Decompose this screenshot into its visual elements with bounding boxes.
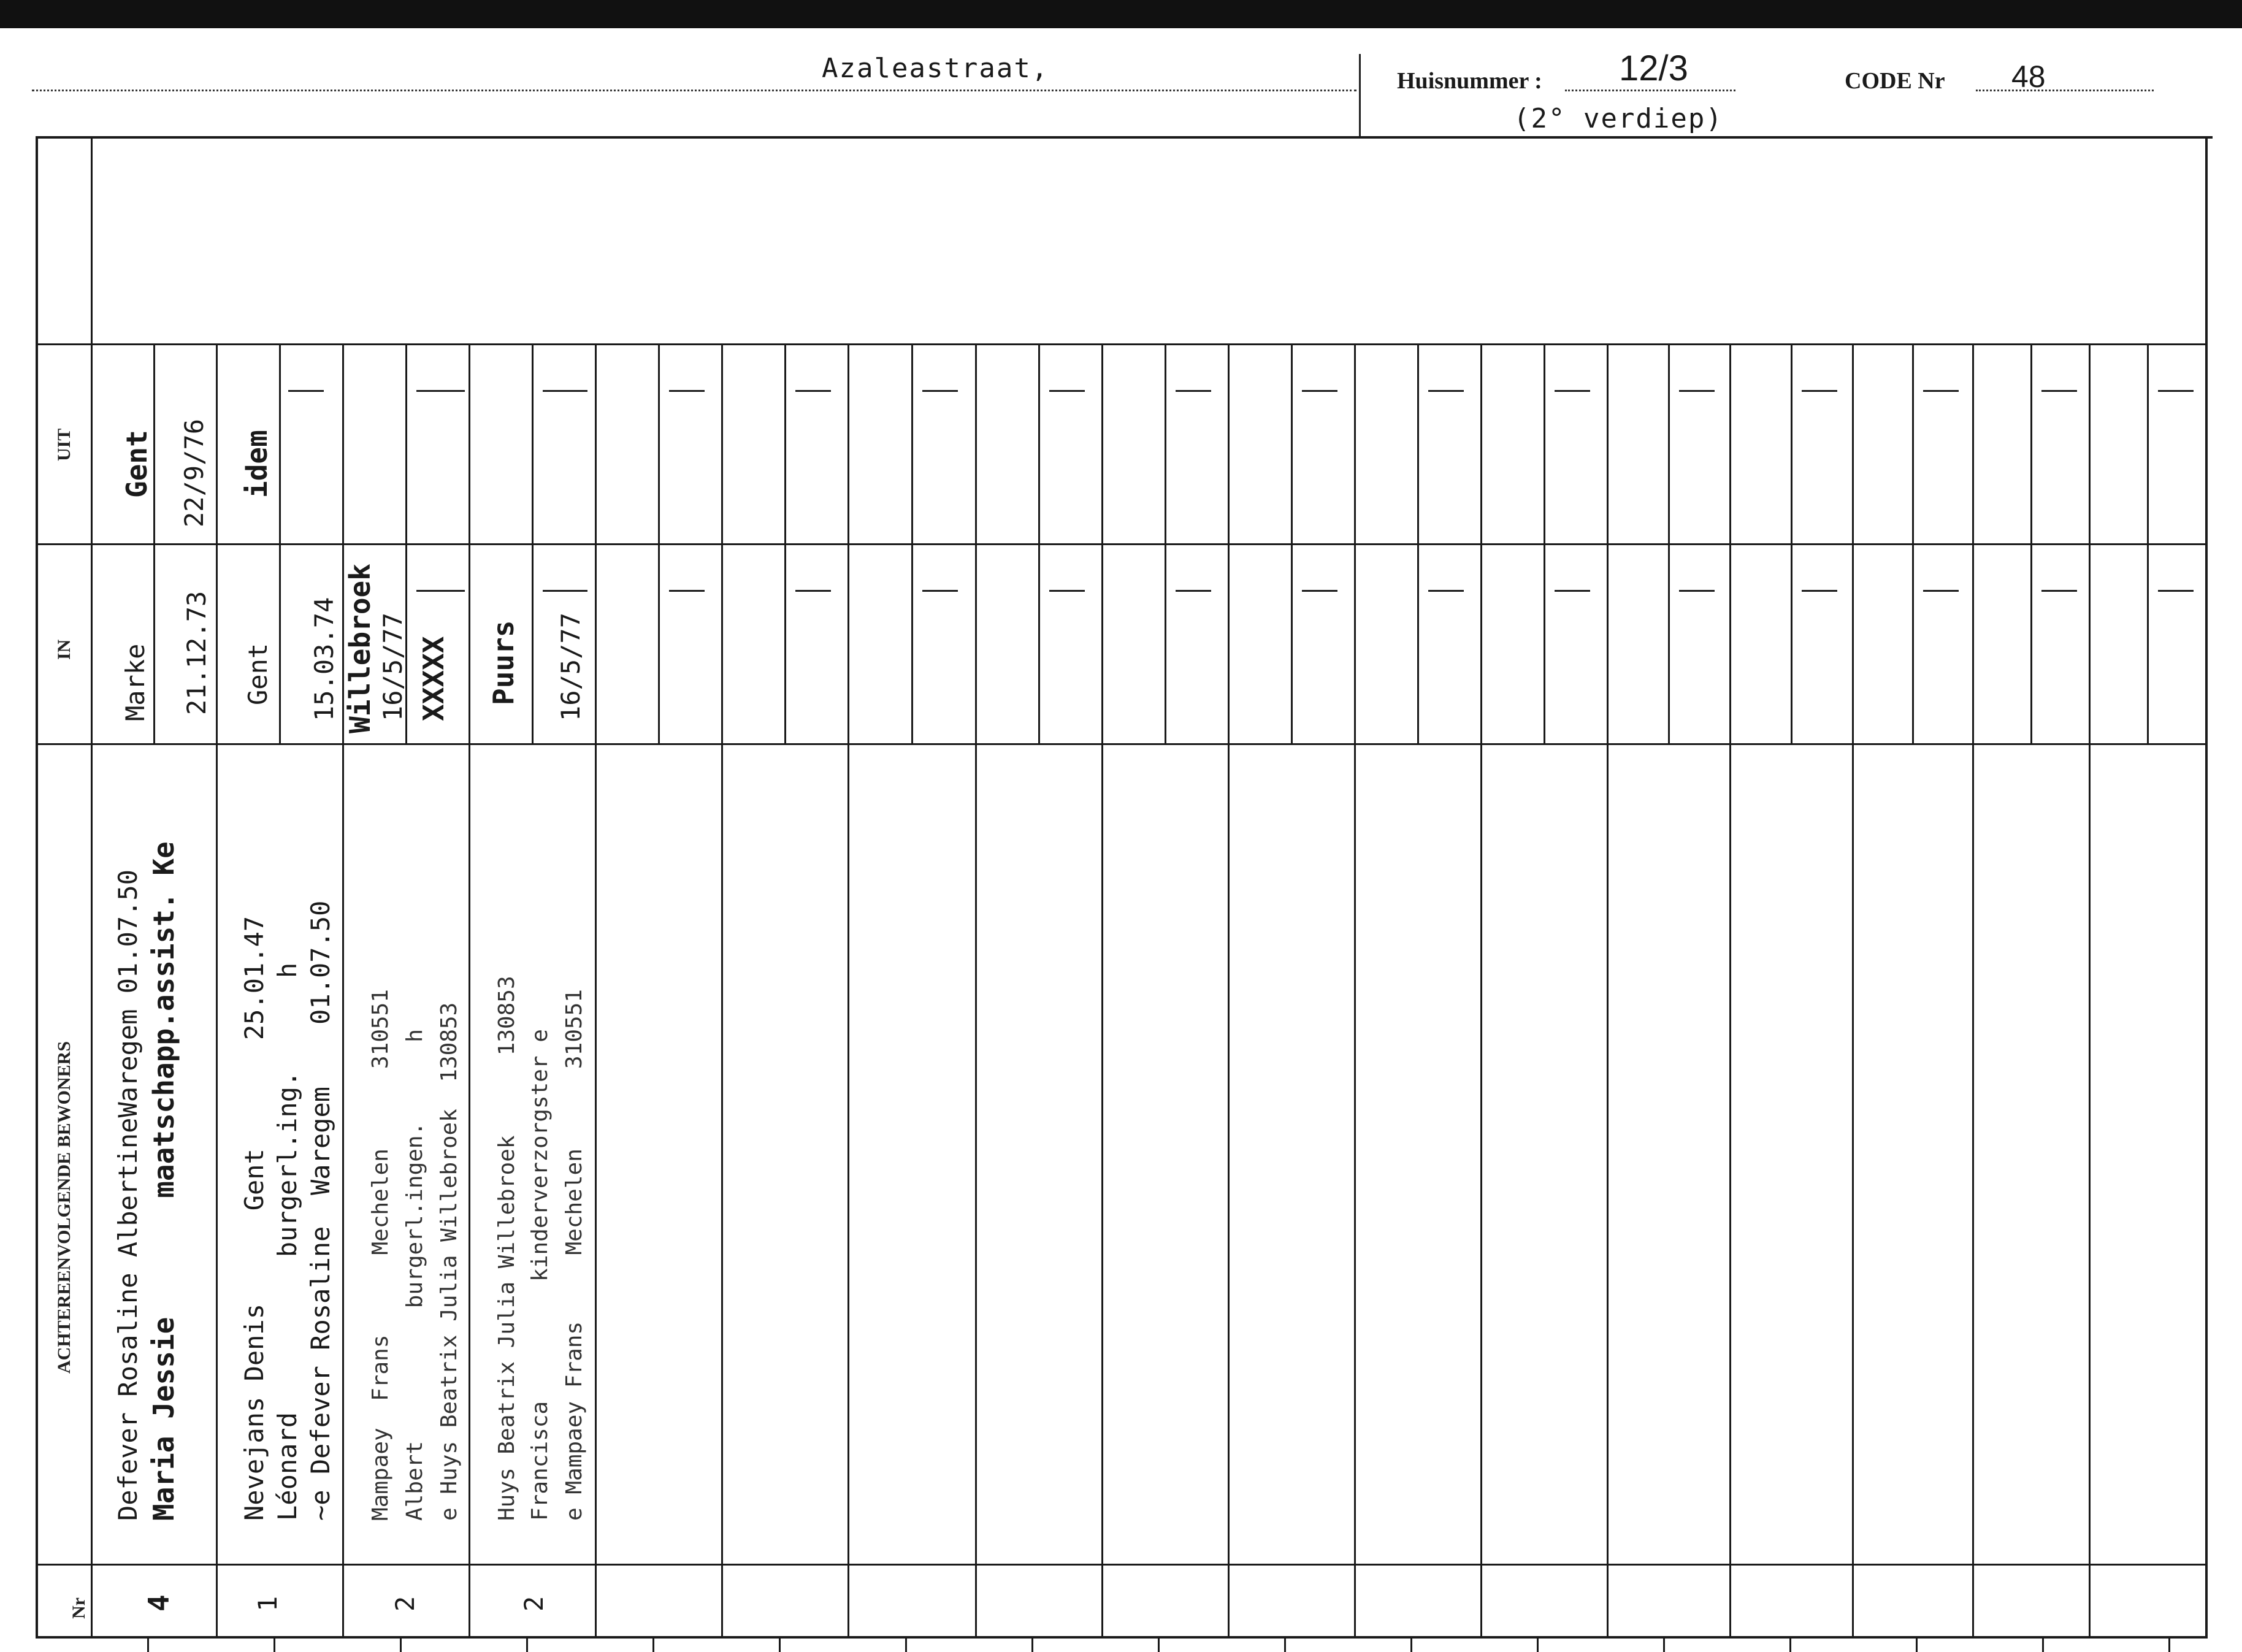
column-line-2 bbox=[342, 343, 344, 1636]
sub-column-line-5 bbox=[658, 343, 660, 743]
empty-cell-dash bbox=[2158, 390, 2194, 392]
sub-column-line-12 bbox=[1544, 343, 1545, 743]
house-number-label: Huisnummer : bbox=[1397, 68, 1542, 94]
code-value: 48 bbox=[2011, 59, 2046, 94]
sub-column-line-4 bbox=[532, 343, 534, 743]
uit-label: UIT bbox=[54, 428, 74, 461]
column-line-13 bbox=[1729, 343, 1731, 1636]
empty-cell-dash bbox=[1923, 390, 1959, 392]
empty-cell-dash bbox=[1428, 590, 1464, 592]
bottom-tick bbox=[2168, 1639, 2170, 1652]
bottom-tick bbox=[147, 1639, 149, 1652]
frame-right bbox=[2205, 136, 2208, 1639]
empty-cell-dash bbox=[288, 390, 324, 392]
column-line-9 bbox=[1228, 343, 1230, 1636]
empty-cell-dash bbox=[1049, 390, 1085, 392]
empty-cell-dash bbox=[2041, 390, 2077, 392]
header-divider bbox=[1359, 54, 1361, 137]
street-dotted-line bbox=[32, 90, 1356, 91]
column-line-10 bbox=[1354, 343, 1356, 1636]
empty-cell-dash bbox=[552, 590, 587, 592]
empty-cell-dash bbox=[429, 390, 465, 392]
empty-cell-dash bbox=[1555, 590, 1590, 592]
column-line-11 bbox=[1480, 343, 1482, 1636]
empty-cell-dash bbox=[1428, 390, 1464, 392]
empty-cell-dash bbox=[2041, 590, 2077, 592]
column-line-4 bbox=[595, 343, 597, 1636]
bottom-tick bbox=[274, 1639, 275, 1652]
house-number-value: 12/3 bbox=[1619, 48, 1688, 88]
label-column-divider bbox=[91, 139, 93, 1636]
empty-cell-dash bbox=[1049, 590, 1085, 592]
sub-column-line-13 bbox=[1668, 343, 1670, 743]
house-number-dotted-line bbox=[1565, 90, 1735, 91]
column-line-3 bbox=[469, 343, 470, 1636]
empty-cell-dash bbox=[1802, 390, 1837, 392]
empty-cell-dash bbox=[669, 390, 705, 392]
sub-column-line-10 bbox=[1291, 343, 1293, 743]
frame-bottom bbox=[36, 1636, 2208, 1639]
sub-column-line-2 bbox=[279, 343, 281, 743]
bottom-tick bbox=[1031, 1639, 1033, 1652]
band-divider-nr bbox=[38, 1564, 2205, 1566]
column-line-6 bbox=[847, 343, 849, 1636]
band-divider-uit bbox=[38, 343, 2205, 345]
bottom-tick bbox=[652, 1639, 654, 1652]
empty-cell-dash bbox=[1555, 390, 1590, 392]
sub-column-line-8 bbox=[1038, 343, 1040, 743]
empty-cell-dash bbox=[429, 590, 465, 592]
band-divider-residents bbox=[38, 743, 2205, 745]
column-line-7 bbox=[975, 343, 977, 1636]
bottom-tick bbox=[905, 1639, 907, 1652]
bottom-tick bbox=[1663, 1639, 1665, 1652]
empty-cell-dash bbox=[1679, 590, 1715, 592]
frame-left bbox=[36, 136, 38, 1639]
bottom-tick bbox=[2042, 1639, 2044, 1652]
scan-top-edge bbox=[0, 0, 2242, 28]
in-label: IN bbox=[54, 639, 74, 660]
sub-column-line-9 bbox=[1165, 343, 1166, 743]
column-line-8 bbox=[1101, 343, 1103, 1636]
bottom-tick bbox=[1158, 1639, 1160, 1652]
sub-column-line-17 bbox=[2147, 343, 2149, 743]
sub-column-line-14 bbox=[1791, 343, 1792, 743]
empty-cell-dash bbox=[1923, 590, 1959, 592]
bottom-tick bbox=[1537, 1639, 1539, 1652]
empty-cell-dash bbox=[795, 390, 831, 392]
column-line-1 bbox=[216, 343, 218, 1636]
empty-cell-dash bbox=[922, 390, 958, 392]
empty-cell-dash bbox=[669, 590, 705, 592]
empty-cell-dash bbox=[552, 390, 587, 392]
code-dotted-line bbox=[1976, 90, 2154, 91]
nr-label: Nr bbox=[69, 1597, 89, 1619]
empty-cell-dash bbox=[1176, 390, 1211, 392]
frame-top bbox=[36, 136, 2213, 139]
bottom-tick bbox=[1916, 1639, 1918, 1652]
bottom-tick bbox=[1284, 1639, 1286, 1652]
sub-column-line-11 bbox=[1417, 343, 1419, 743]
bottom-tick bbox=[1789, 1639, 1791, 1652]
bottom-tick bbox=[1410, 1639, 1412, 1652]
column-line-16 bbox=[2089, 343, 2091, 1636]
column-line-15 bbox=[1972, 343, 1974, 1636]
empty-cell-dash bbox=[2158, 590, 2194, 592]
empty-cell-dash bbox=[1176, 590, 1211, 592]
band-divider-in bbox=[38, 543, 2205, 545]
floor-note: (2° verdiep) bbox=[1513, 103, 1723, 134]
empty-cell-dash bbox=[795, 590, 831, 592]
sub-column-line-6 bbox=[784, 343, 786, 743]
empty-cell-dash bbox=[1302, 390, 1337, 392]
empty-cell-dash bbox=[1679, 390, 1715, 392]
residents-label: ACHTEREENVOLGENDE BEWONERS bbox=[54, 1041, 74, 1374]
code-label: CODE Nr bbox=[1845, 68, 1945, 94]
bottom-tick bbox=[779, 1639, 781, 1652]
bottom-tick bbox=[526, 1639, 528, 1652]
empty-cell-dash bbox=[1802, 590, 1837, 592]
street-name: Azaleastraat, bbox=[822, 53, 1049, 84]
empty-cell-dash bbox=[922, 590, 958, 592]
bottom-tick bbox=[400, 1639, 402, 1652]
empty-cell-dash bbox=[1302, 590, 1337, 592]
sub-column-line-7 bbox=[911, 343, 913, 743]
column-line-14 bbox=[1852, 343, 1854, 1636]
column-line-5 bbox=[721, 343, 723, 1636]
sub-column-line-1 bbox=[153, 343, 155, 743]
sub-column-line-16 bbox=[2030, 343, 2032, 743]
column-line-12 bbox=[1607, 343, 1609, 1636]
sub-column-line-15 bbox=[1912, 343, 1914, 743]
